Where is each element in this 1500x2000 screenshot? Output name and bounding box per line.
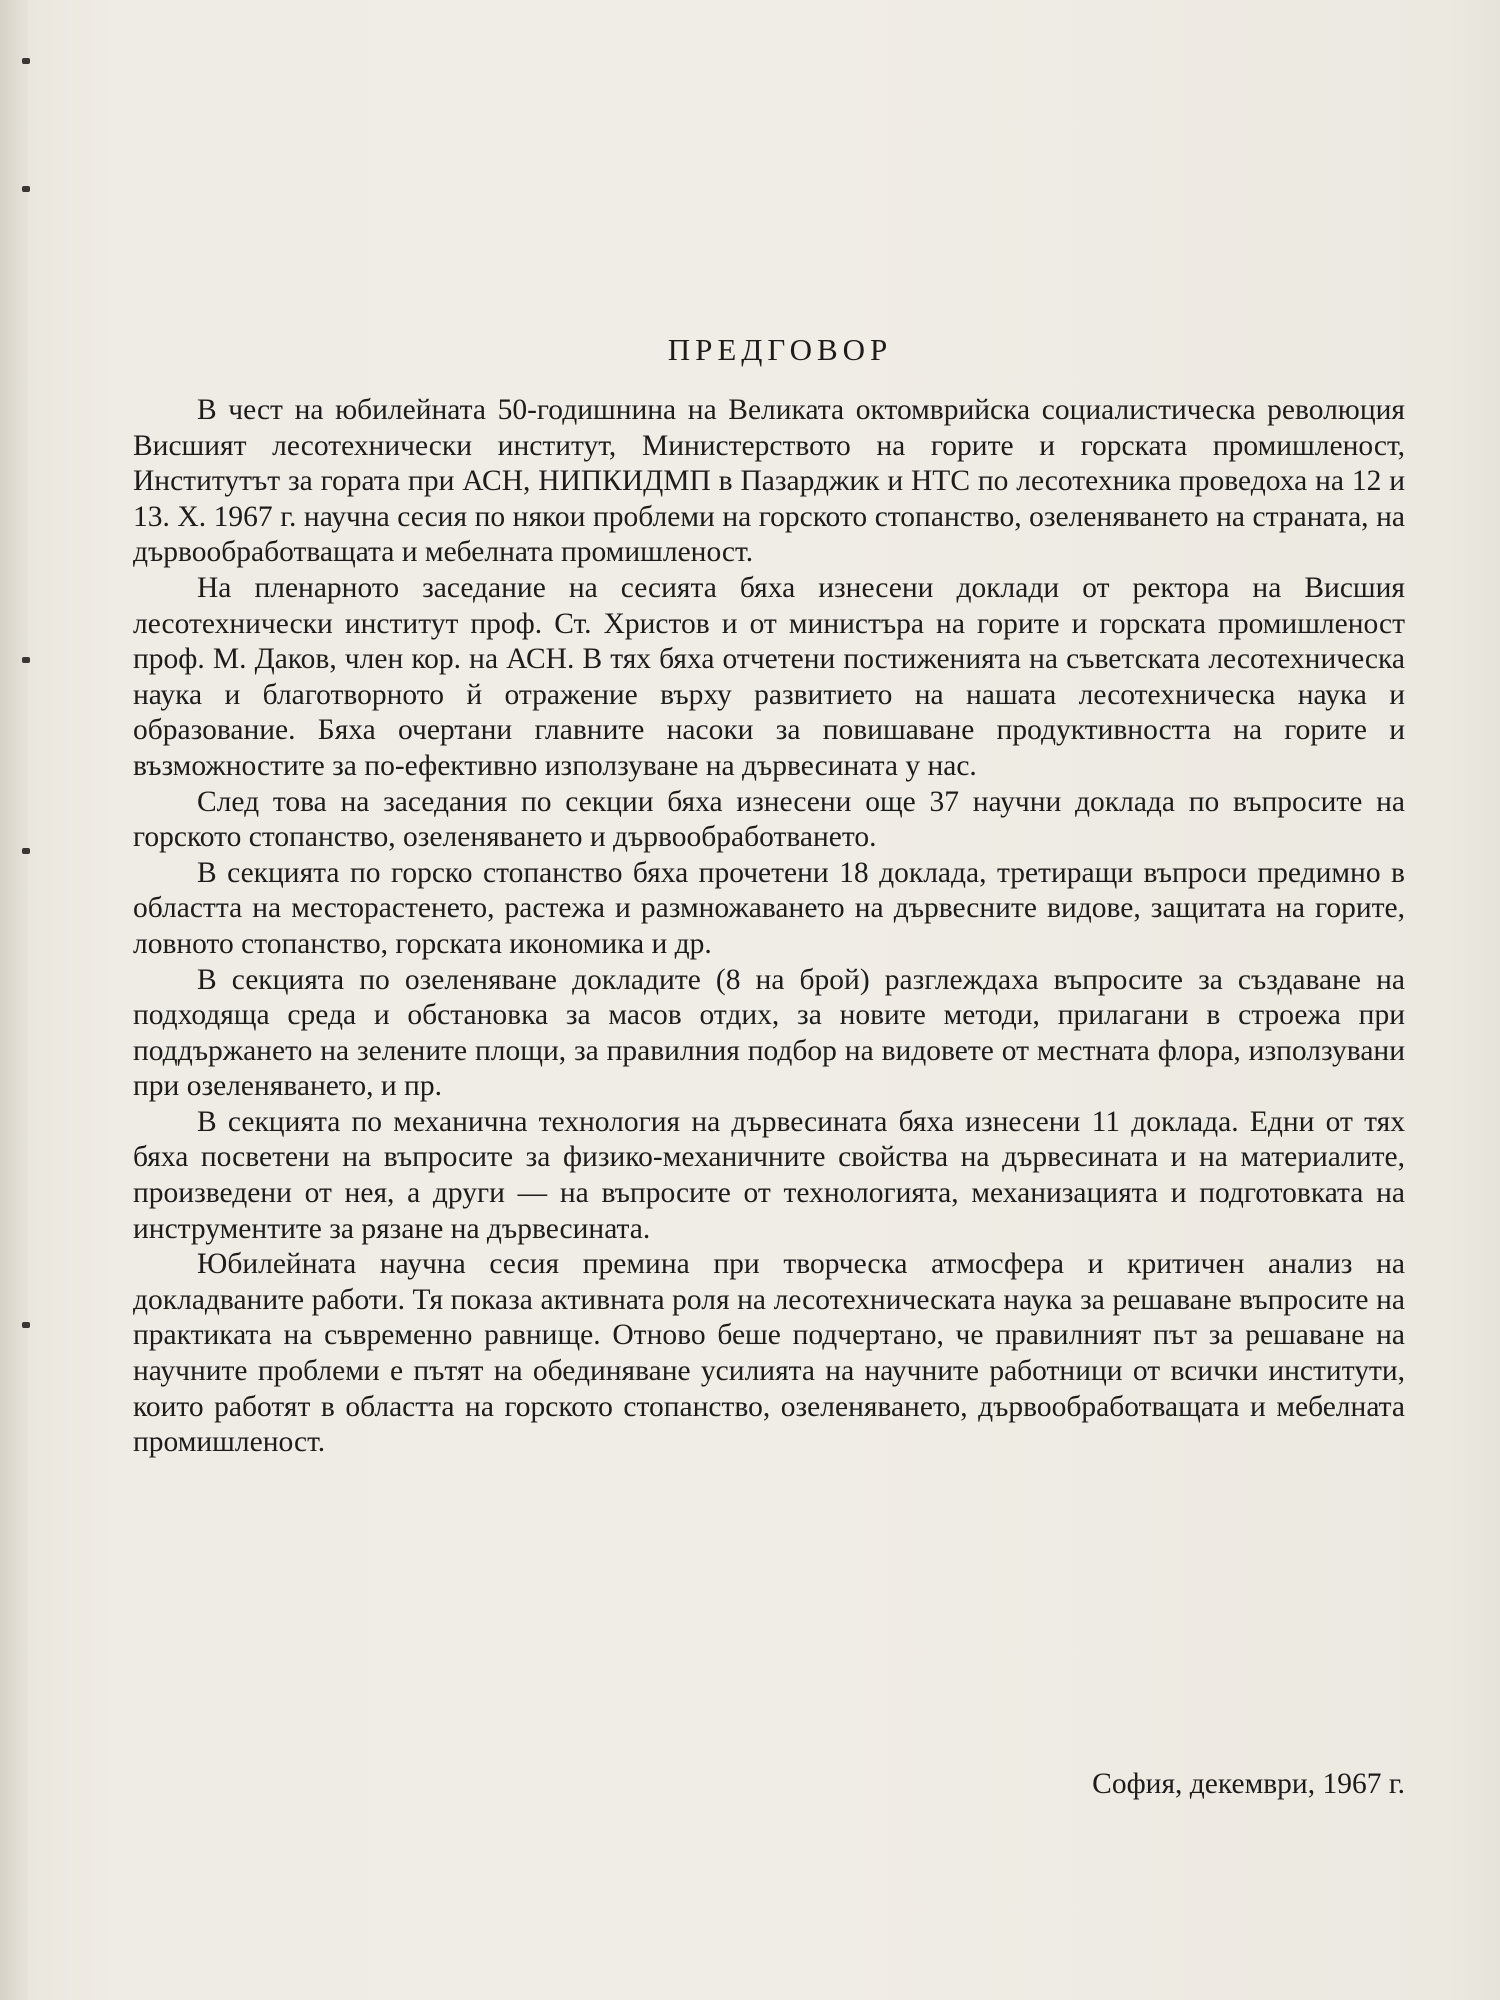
binding-mark bbox=[22, 848, 30, 854]
paragraph: Юбилейната научна сесия премина при творческа атмосфера и критичен анализ на докладваните работи. Тя показа активната роля на лесотехническата наука за решаване въпросите на практиката на съвременно равнище. Отново беше подчертано, че правилният път за решаване на научните проблеми е пътят на обединяване усилията на научните работници от всички институти, които работят в областта на горското стопанство, озеленяването, дървообработващата и мебелната промишленост. bbox=[133, 1248, 1405, 1459]
book-spine bbox=[0, 0, 28, 2000]
preface-body bbox=[133, 393, 1405, 1461]
place-date-signature: София, декември, 1967 г. bbox=[1092, 1768, 1405, 1800]
paragraph: В секцията по горско стопанство бяха прочетени 18 доклада, третиращи въпроси предимно в областта на месторастенето, растежа и размножаването на дървесните видове, защитата на горите, ловното стопанство, горската икономика и др. bbox=[133, 856, 1405, 960]
paragraph: В секцията по механична технология на дървесината бяха изнесени 11 доклада. Едни от тях бяха посветени на въпросите за физико-механичните свойства на дървесината и на материалите, произведени от нея, а други — на въпросите от технологията, механизацията и подготовката на инструментите за рязане на дървесината. bbox=[133, 1105, 1405, 1245]
page-title: ПРЕДГОВОР bbox=[667, 332, 893, 367]
binding-mark bbox=[22, 657, 30, 663]
paragraph: След това на заседания по секции бяха изнесени още 37 научни доклада по въпросите на горското стопанство, озеленяването и дървообработването. bbox=[133, 785, 1405, 854]
binding-mark bbox=[22, 186, 30, 192]
paragraph: В чест на юбилейната 50-годишнина на Великата октомврийска социалистическа революция Висшият лесотехнически институт, Министерството на горите и горската промишленост, Институтът за гората при АСН, НИПКИДМП в Пазарджик и НТС по лесотехника проведоха на 12 и 13. X. 1967 г. научна сесия по някои проблеми на горското стопанство, озеленяването на страната, на дървообработващата и мебелната промишленост. bbox=[133, 394, 1405, 569]
paragraph: В секцията по озеленяване докладите (8 на брой) разглеждаха въпросите за създаване на подходяща среда и обстановка за масов отдих, за новите методи, прилагани в строежа при поддържането на зелените площи, за правилния подбор на видовете от местната флора, използувани при озеленяването, и пр. bbox=[133, 963, 1405, 1103]
binding-mark bbox=[22, 58, 30, 64]
paragraph: На пленарното заседание на сесията бяха изнесени доклади от ректора на Висшия лесотехнически институт проф. Ст. Христов и от министъра на горите и горската промишленост проф. М. Даков, член кор. на АСН. В тях бяха отчетени постиженията на съветската лесотехническа наука и благотворното й отражение върху развитието на нашата лесотехническа наука и образование. Бяха очертани главните насоки за повишаване продуктивността на горите и възможностите за по-ефективно използуване на дървесината у нас. bbox=[133, 571, 1405, 782]
binding-mark bbox=[22, 1322, 30, 1328]
